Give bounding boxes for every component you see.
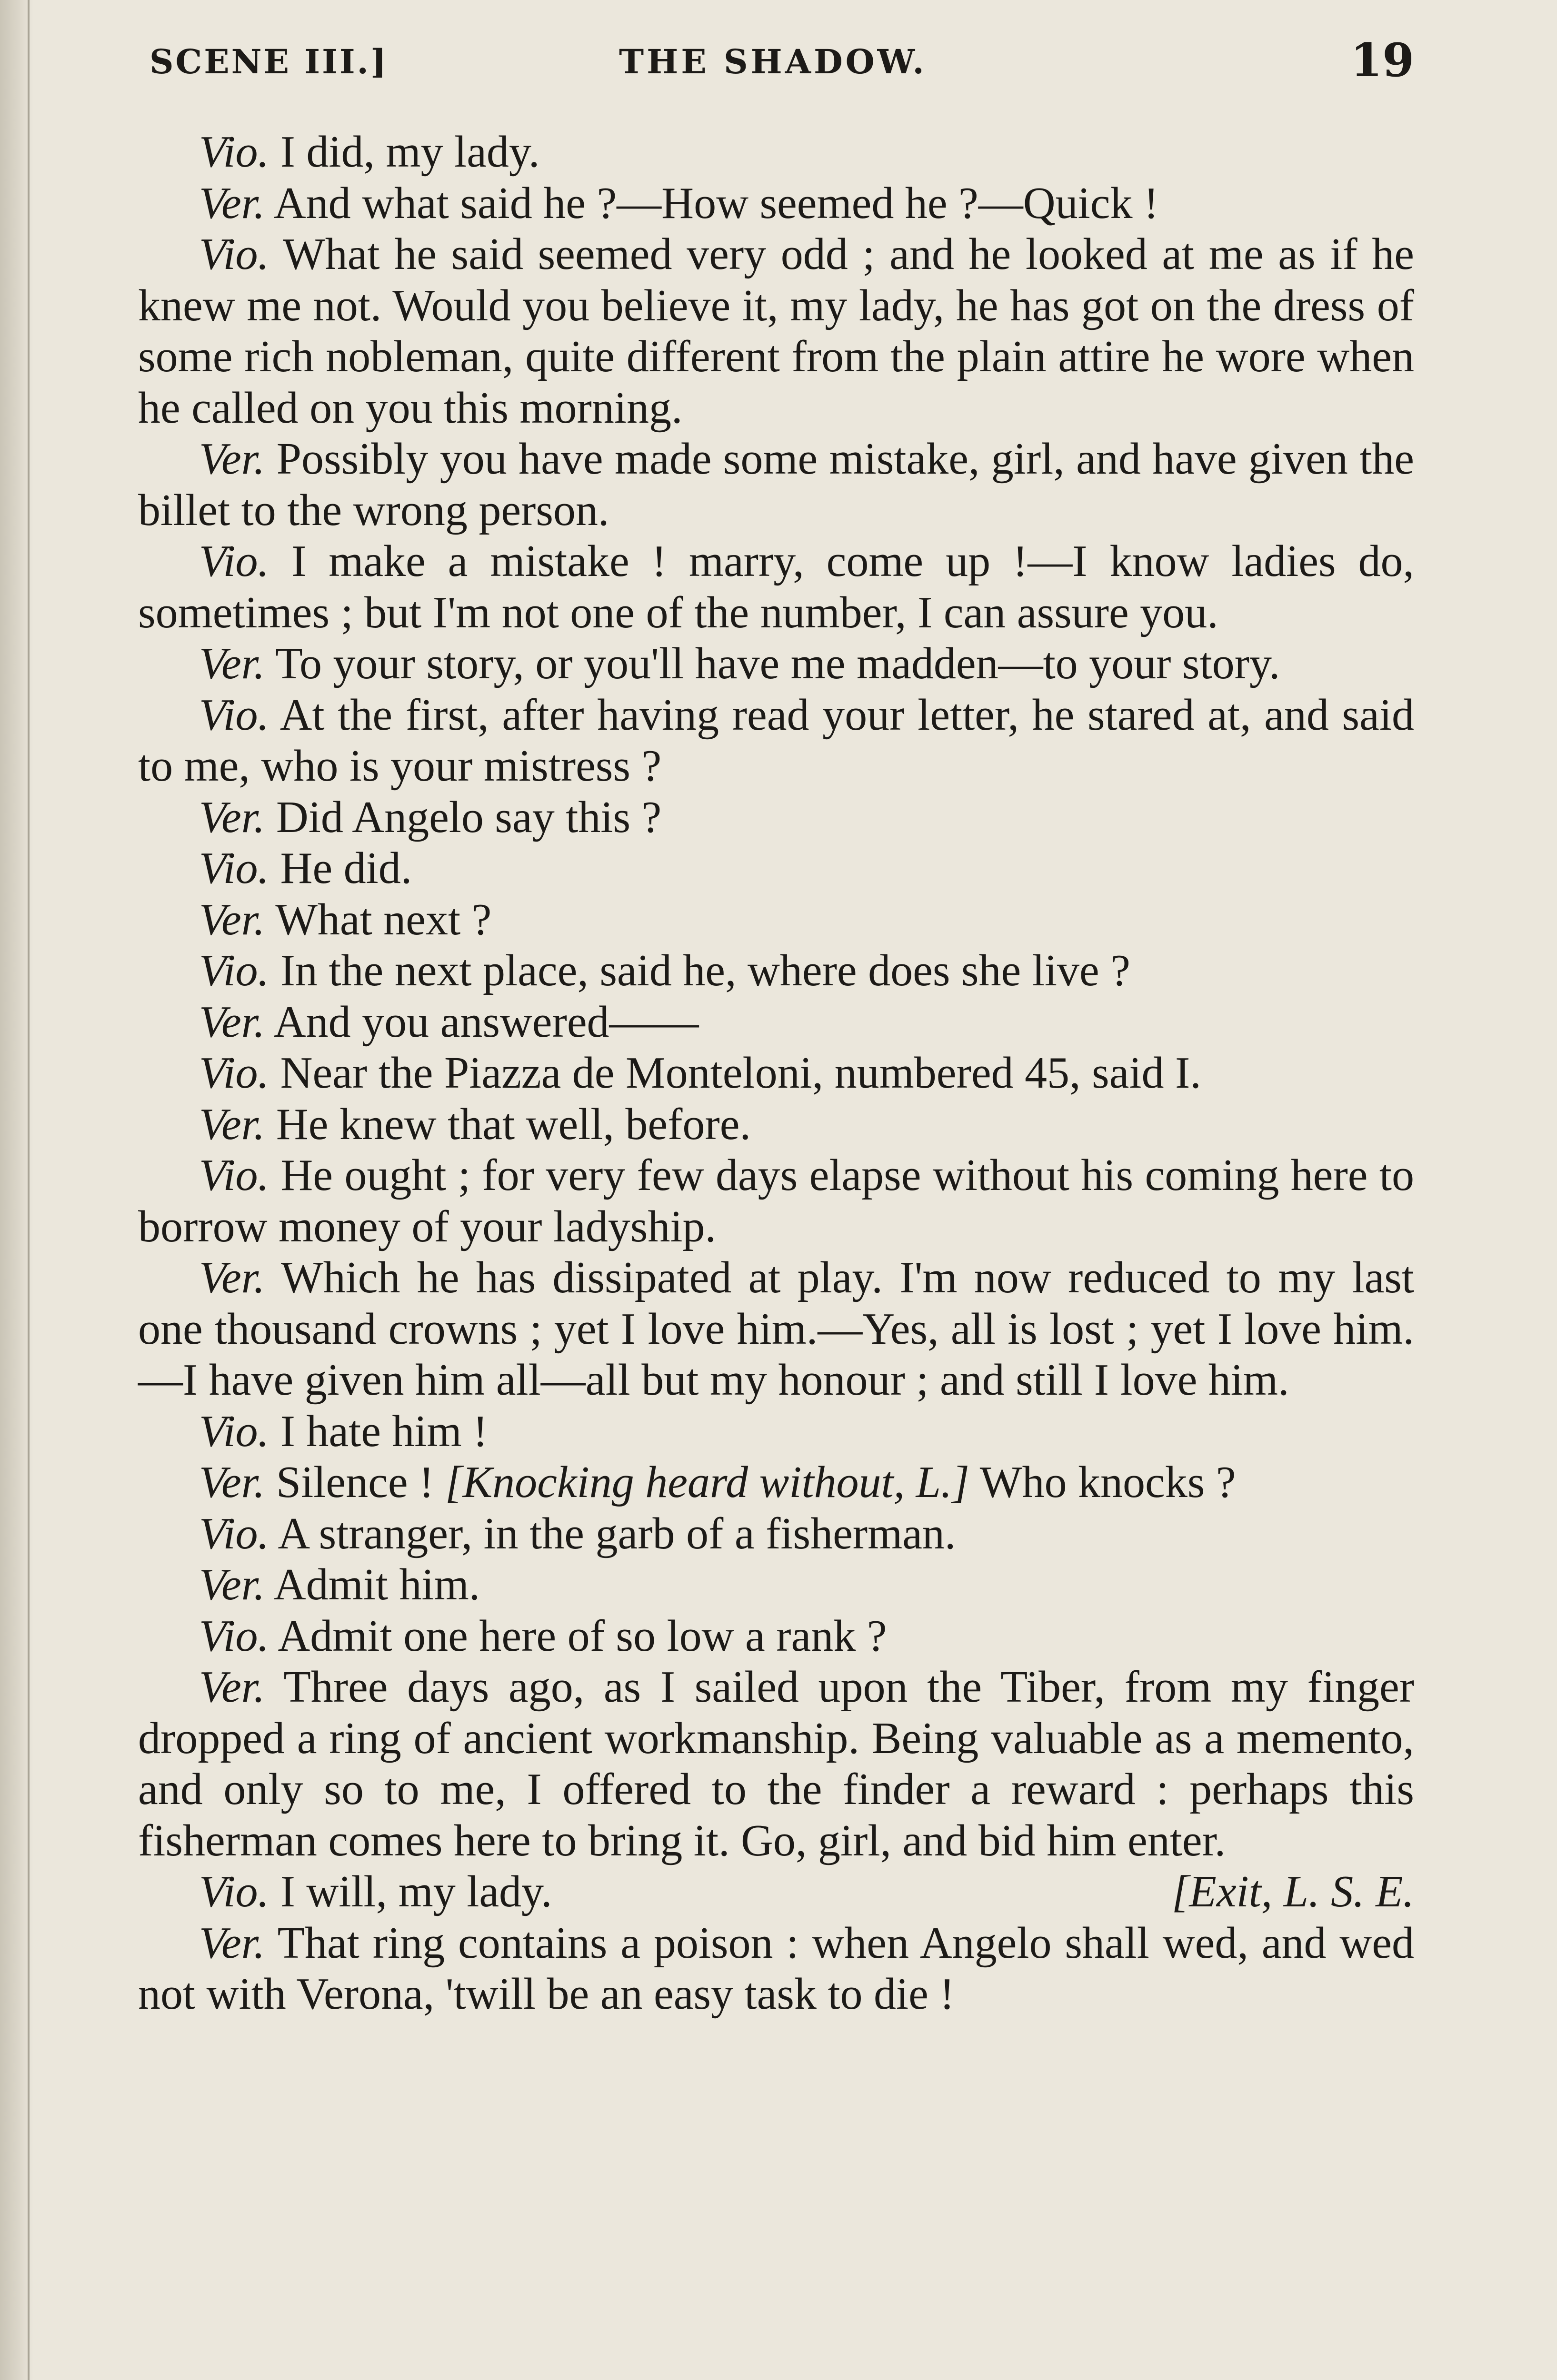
speaker-label: Ver. [199,1560,265,1609]
dialogue-line [138,1662,1414,1866]
line-text: A stranger, in the garb of a fisherman. [278,1508,956,1558]
line-text: Admit him. [273,1560,480,1609]
speaker-label: Vio. [199,229,269,279]
line-text: I hate him ! [280,1406,488,1456]
speaker-label: Vio. [199,536,269,586]
header-title: THE SHADOW. [619,42,927,81]
dialogue-line [138,127,1414,178]
dialogue-line [138,638,1414,690]
line-text: At the first, after having read your letter, he stared at, and said to me, who is your mistress ? [138,690,1414,791]
page-number: 19 [1350,33,1414,87]
speaker-label: Ver. [199,894,265,944]
line-text: That ring contains a poison : when Angelo shall wed, and wed not with Verona, 'twill be an easy task to die ! [138,1918,1414,2019]
speaker-label: Ver. [199,178,265,228]
line-text: Silence ! [276,1458,434,1507]
line-text: And what said he ?—How seemed he ?—Quick ! [273,178,1159,228]
line-text: To your story, or you'll have me madden—to your story. [275,639,1280,688]
line-text: He knew that well, before. [276,1099,751,1149]
binding-line [28,0,30,2380]
line-text: He ought ; for very few days elapse without his coming here to borrow money of your ladyship. [138,1150,1414,1251]
book-page [138,33,1414,2380]
dialogue-line [138,1099,1414,1150]
dialogue-line [138,792,1414,843]
speaker-label: Ver. [199,639,265,688]
dialogue-line [138,945,1414,997]
speaker-label: Vio. [199,1611,269,1661]
line-text: Admit one here of so low a rank ? [278,1611,887,1661]
line-text-after: Who knocks ? [979,1458,1236,1507]
dialogue-line [138,1559,1414,1611]
dialogue-line [138,690,1414,792]
line-text: He did. [280,843,412,893]
play-dialogue [138,127,1414,2020]
speaker-label: Vio. [199,843,269,893]
speaker-label: Ver. [199,1918,265,1968]
dialogue-line [138,894,1414,946]
line-text: What he said seemed very odd ; and he looked at me as if he knew me not. Would you believe it, my lady, he has got on the dress of some rich nobleman, quite different from the plain attire he wore when he called on you this morning. [138,229,1414,433]
line-text: Three days ago, as I sailed upon the Tiber, from my finger dropped a ring of ancient workmanship. Being valuable as a memento, and only so to me, I offered to the finder a reward : perhaps this fisherman comes here to bring it. Go, girl, and bid him enter. [138,1662,1414,1865]
dialogue-line [138,1406,1414,1458]
dialogue-line [138,178,1414,229]
dialogue-line [138,1457,1414,1508]
dialogue-line [138,1048,1414,1099]
speaker-label: Vio. [199,1406,269,1456]
exit-direction: [Exit, L. S. E. [1171,1867,1414,1916]
line-text: In the next place, said he, where does she live ? [280,946,1130,995]
stage-direction: [Knocking heard without, L.] [445,1458,969,1507]
speaker-label: Ver. [199,1662,265,1712]
speaker-label: Ver. [199,997,265,1047]
dialogue-line [138,434,1414,536]
running-header [138,33,1414,100]
dialogue-line [138,1918,1414,2020]
dialogue-line [138,536,1414,638]
speaker-label: Vio. [199,1867,269,1916]
dialogue-line [138,1150,1414,1252]
line-text: I make a mistake ! marry, come up !—I know ladies do, sometimes ; but I'm not one of the number, I can assure you. [138,536,1415,637]
line-text: Did Angelo say this ? [276,792,662,842]
speaker-label: Vio. [199,1048,269,1098]
speaker-label: Ver. [199,792,265,842]
speaker-label: Ver. [199,434,265,484]
line-text: And you answered—— [273,997,699,1047]
speaker-label: Vio. [199,1508,269,1558]
dialogue-line [138,1508,1414,1560]
dialogue-line [138,843,1414,894]
speaker-label: Vio. [199,946,269,995]
speaker-label: Ver. [199,1099,265,1149]
dialogue-line [138,997,1414,1048]
speaker-label: Vio. [199,1150,269,1200]
dialogue-line [138,1252,1414,1406]
speaker-label: Vio. [199,690,269,740]
speaker-label: Ver. [199,1253,265,1302]
line-text: What next ? [275,894,492,944]
header-scene: SCENE III.] [150,42,389,81]
line-text: I did, my lady. [280,127,540,177]
dialogue-line [138,1866,1414,1918]
line-text: Possibly you have made some mistake, girl, and have given the billet to the wrong person. [138,434,1415,535]
speaker-label: Vio. [199,127,269,177]
speaker-label: Ver. [199,1458,265,1507]
line-text: Which he has dissipated at play. I'm now reduced to my last one thousand crowns ; yet I love him.—Yes, all is lost ; yet I love him.—I have given him all—all but my honour ; and still I love him. [138,1253,1414,1405]
dialogue-line [138,229,1414,434]
line-text: I will, my lady. [280,1867,552,1916]
line-text: Near the Piazza de Monteloni, numbered 45, said I. [280,1048,1201,1098]
dialogue-line [138,1611,1414,1662]
